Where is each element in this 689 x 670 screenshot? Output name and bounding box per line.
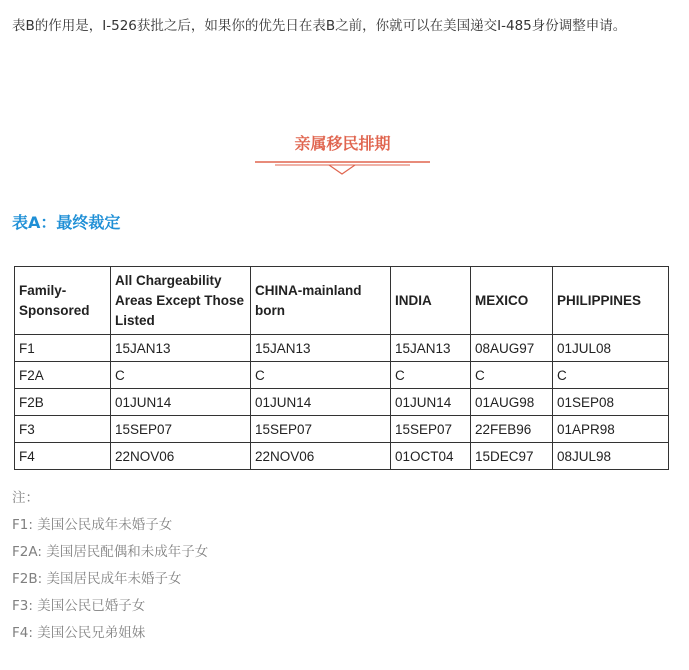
table-header-row bbox=[15, 267, 669, 335]
date-cell: 01OCT04 bbox=[391, 443, 471, 470]
table-row bbox=[15, 389, 669, 416]
table-row bbox=[15, 416, 669, 443]
date-cell: 15JAN13 bbox=[251, 335, 391, 362]
date-cell: 15JAN13 bbox=[391, 335, 471, 362]
table-row bbox=[15, 335, 669, 362]
date-cell: 01JUL08 bbox=[553, 335, 669, 362]
category-cell: F1 bbox=[15, 335, 111, 362]
date-cell: 01JUN14 bbox=[251, 389, 391, 416]
header-philippines: PHILIPPINES bbox=[553, 267, 669, 335]
date-cell: 22FEB96 bbox=[471, 416, 553, 443]
date-cell: 01JUN14 bbox=[391, 389, 471, 416]
date-cell: 15SEP07 bbox=[111, 416, 251, 443]
note-item: F4: 美国公民兄弟姐妹 bbox=[12, 625, 146, 641]
header-china: CHINA-mainland born bbox=[251, 267, 391, 335]
category-cell: F2B bbox=[15, 389, 111, 416]
note-item: F2A: 美国居民配偶和未成年子女 bbox=[12, 544, 209, 560]
header-family-sponsored: Family-Sponsored bbox=[15, 267, 111, 335]
header-mexico: MEXICO bbox=[471, 267, 553, 335]
date-cell: 15DEC97 bbox=[471, 443, 553, 470]
note-item: F2B: 美国居民成年未婚子女 bbox=[12, 571, 182, 587]
date-cell: C bbox=[553, 362, 669, 389]
intro-paragraph: 表B的作用是，I-526获批之后，如果你的优先日在表B之前，你就可以在美国递交I-485身份调整申请。 bbox=[12, 18, 627, 34]
date-cell: 22NOV06 bbox=[251, 443, 391, 470]
header-india: INDIA bbox=[391, 267, 471, 335]
section-title: 亲属移民排期 bbox=[294, 134, 391, 153]
category-cell: F4 bbox=[15, 443, 111, 470]
date-cell: C bbox=[391, 362, 471, 389]
date-cell: 15SEP07 bbox=[391, 416, 471, 443]
note-item: F3: 美国公民已婚子女 bbox=[12, 598, 146, 614]
date-cell: 15JAN13 bbox=[111, 335, 251, 362]
date-cell: C bbox=[251, 362, 391, 389]
notes-heading: 注： bbox=[12, 490, 39, 506]
date-cell: 01APR98 bbox=[553, 416, 669, 443]
section-divider-icon bbox=[255, 158, 430, 178]
table-a-label: 表A：最终裁定 bbox=[12, 213, 121, 232]
date-cell: 01SEP08 bbox=[553, 389, 669, 416]
date-cell: C bbox=[111, 362, 251, 389]
notes-section bbox=[12, 485, 208, 647]
date-cell: 08JUL98 bbox=[553, 443, 669, 470]
table-row bbox=[15, 443, 669, 470]
date-cell: 08AUG97 bbox=[471, 335, 553, 362]
visa-bulletin-table bbox=[14, 266, 669, 470]
header-all-areas: All Chargeability Areas Except Those Listed bbox=[111, 267, 251, 335]
section-header bbox=[255, 132, 430, 177]
table-row bbox=[15, 362, 669, 389]
date-cell: 01AUG98 bbox=[471, 389, 553, 416]
category-cell: F3 bbox=[15, 416, 111, 443]
category-cell: F2A bbox=[15, 362, 111, 389]
date-cell: 15SEP07 bbox=[251, 416, 391, 443]
date-cell: 01JUN14 bbox=[111, 389, 251, 416]
date-cell: C bbox=[471, 362, 553, 389]
note-item: F1: 美国公民成年未婚子女 bbox=[12, 517, 173, 533]
date-cell: 22NOV06 bbox=[111, 443, 251, 470]
